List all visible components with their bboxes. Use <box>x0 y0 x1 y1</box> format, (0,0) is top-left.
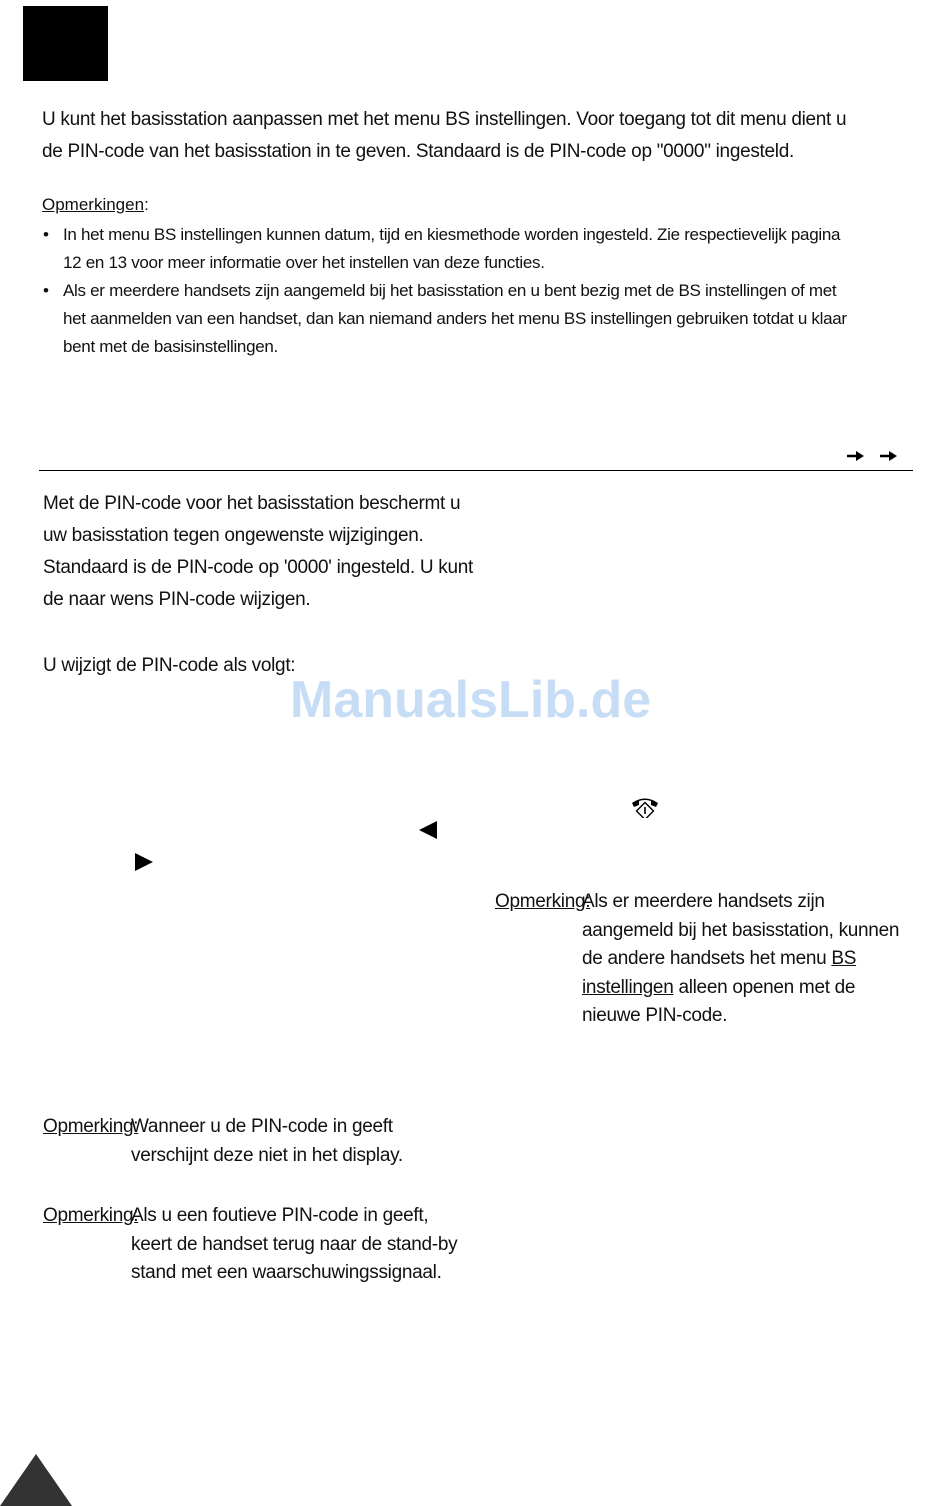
note-label: Opmerking: <box>43 1116 139 1137</box>
triangle-up-icon <box>0 1452 72 1506</box>
pin-intro-paragraph: Met de PIN-code voor het basisstation beschermt u uw basisstation tegen ongewenste wijzigingen. Standaard is de PIN-code op '0000' ingesteld. U kunt de naar wens PIN-code wijzigen. <box>43 493 473 610</box>
note-menu-name: BS instellingen <box>582 948 857 998</box>
note-pin-hidden <box>43 1113 473 1173</box>
note-text <box>582 888 902 1031</box>
note-wrong-pin <box>43 1202 473 1292</box>
chapter-tab-block <box>23 6 108 81</box>
bullet-text: In het menu BS instellingen kunnen datum, tijd en kiesmethode worden ingesteld. Zie respectievelijk pagina 12 en 13 voor meer informatie over het instellen van deze functies. <box>63 225 841 272</box>
intro-paragraph: U kunt het basisstation aanpassen met het menu BS instellingen. Voor toegang tot dit menu dient u de PIN-code van het basisstation in te geven. Standaard is de PIN-code op "0000" ingesteld. <box>42 109 847 162</box>
list-item <box>42 221 862 277</box>
notes-heading-label: Opmerkingen <box>42 195 145 214</box>
notes-heading <box>42 193 149 217</box>
bullet-text: Als er meerdere handsets zijn aangemeld bij het basisstation en u bent bezig met de BS instellingen of met het aanmelden van een handset, dan kan niemand anders het menu BS instellingen gebruiken totdat u klaar bent met de basisinstellingen. <box>63 281 847 356</box>
note-text-part: alleen openen met de nieuwe PIN-code. <box>582 976 856 1026</box>
phone-end-icon <box>630 794 660 818</box>
list-item <box>42 277 862 361</box>
note-text-part: Als er meerdere handsets zijn aangemeld bij het basisstation, kunnen de andere handsets het menu <box>582 891 900 969</box>
note-label: Opmerking: <box>43 1205 139 1226</box>
notes-heading-colon: : <box>144 195 149 214</box>
bullet-icon: • <box>43 225 49 244</box>
double-arrow-right-icon <box>845 446 905 466</box>
bullet-icon: • <box>43 281 49 300</box>
section-divider <box>39 470 913 471</box>
notes-list <box>42 221 862 361</box>
note-text: Wanneer u de PIN-code in geeft verschijnt deze niet in het display. <box>131 1116 403 1166</box>
watermark-text: ManualsLib.de <box>290 671 652 729</box>
note-text: Als u een foutieve PIN-code in geeft, keert de handset terug naar de stand-by stand met een waarschuwingssignaal. <box>131 1205 458 1283</box>
note-label: Opmerking: <box>495 891 591 912</box>
triangle-left-icon <box>418 820 438 840</box>
pin-change-instruction: U wijzigt de PIN-code als volgt: <box>43 655 296 676</box>
note-multiple-handsets <box>495 888 905 1026</box>
triangle-right-icon <box>134 852 154 872</box>
